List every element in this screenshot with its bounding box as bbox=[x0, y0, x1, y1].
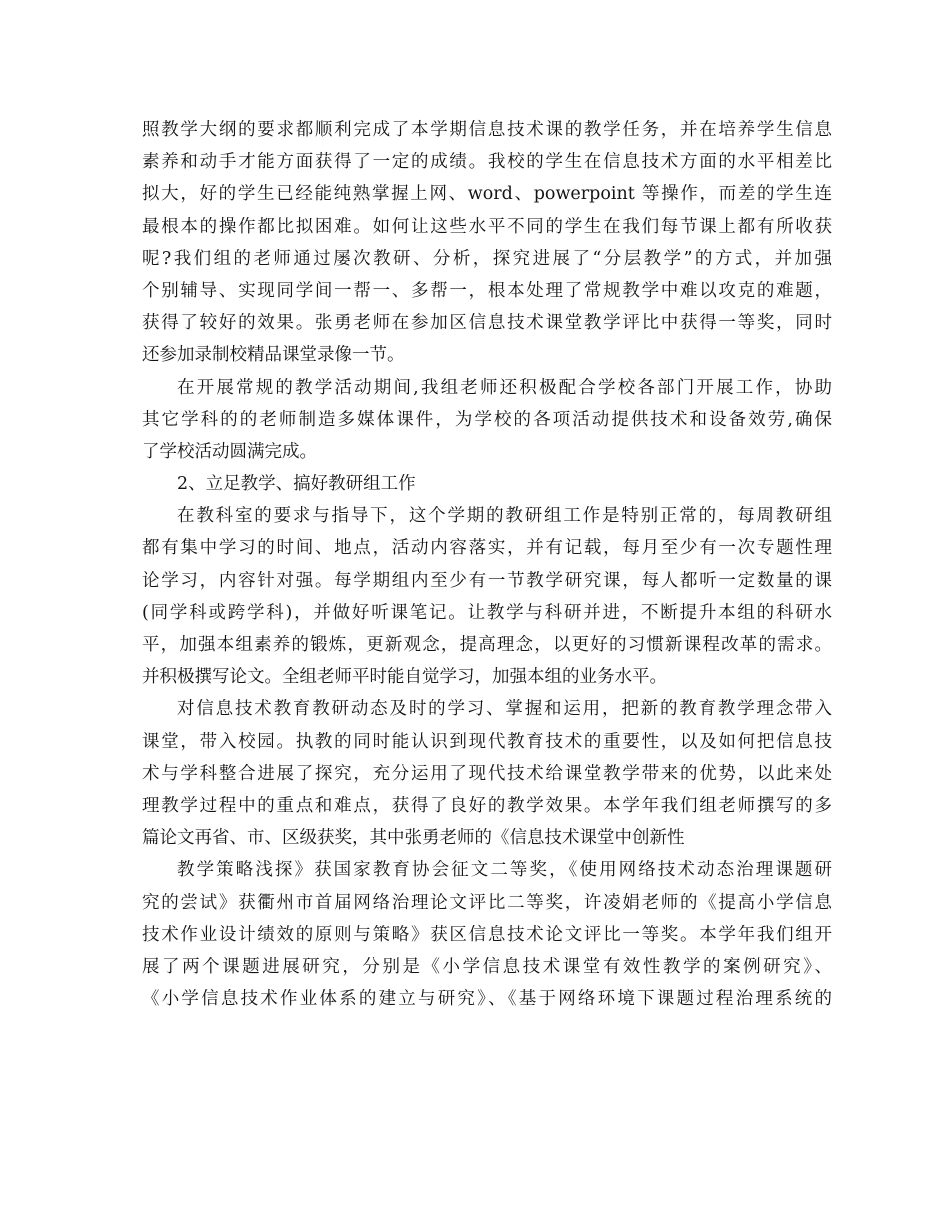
text-line: 对信息技术教育教研动态及时的学习、掌握和运用，把新的教育教学理念带入 bbox=[177, 699, 832, 720]
text-line: 理教学过程中的重点和难点，获得了良好的教学效果。本学年我们组老师撰写的多 bbox=[142, 795, 832, 816]
text-line: 素养和动手才能方面获得了一定的成绩。我校的学生在信息技术方面的水平相差比 bbox=[142, 152, 832, 173]
text-line: 还参加录制校精品课堂录像一节。 bbox=[142, 345, 405, 366]
text-line: 展了两个课题进展研究，分别是《小学信息技术课堂有效性教学的案例研究》、 bbox=[142, 956, 832, 977]
text-line: 教学策略浅探》获国家教育协会征文二等奖，《使用网络技术动态治理课题研 bbox=[177, 860, 832, 881]
text-line: 并积极撰写论文。全组老师平时能自觉学习，加强本组的业务水平。 bbox=[142, 667, 667, 688]
text-line: 平，加强本组素养的锻炼，更新观念，提高理念，以更好的习惯新课程改革的需求。 bbox=[142, 635, 832, 655]
text-line: 拟大，好的学生已经能纯熟掌握上网、word、powerpoint 等操作，而差的学生连 bbox=[142, 184, 832, 205]
text-line: 篇论文再省、市、区级获奖，其中张勇老师的《信息技术课堂中创新性 bbox=[142, 828, 685, 849]
document-page bbox=[142, 114, 832, 1015]
text-line: 在教科室的要求与指导下，这个学期的教研组工作是特别正常的，每周教研组 bbox=[177, 506, 832, 527]
text-line: 究的尝试》获衢州市首届网络治理论文评比二等奖，许凌娟老师的《提高小学信息 bbox=[142, 892, 832, 913]
text-line: 《小学信息技术作业体系的建立与研究》、《基于网络环境下课题过程治理系统的 bbox=[142, 989, 832, 1010]
text-line: 术与学科整合进展了探究，充分运用了现代技术给课堂教学带来的优势，以此来处 bbox=[142, 763, 832, 784]
text-line: 个别辅导、实现同学间一帮一、多帮一，根本处理了常规教学中难以攻克的难题， bbox=[142, 280, 832, 301]
text-line: 获得了较好的效果。张勇老师在参加区信息技术课堂教学评比中获得一等奖，同时 bbox=[142, 313, 832, 334]
text-line: 最根本的操作都比拟困难。如何让这些水平不同的学生在我们每节课上都有所收获 bbox=[142, 216, 832, 237]
text-line: 照教学大纲的要求都顺利完成了本学期信息技术课的教学任务，并在培养学生信息 bbox=[142, 120, 832, 140]
text-line: 在开展常规的教学活动期间,我组老师还积极配合学校各部门开展工作，协助 bbox=[177, 377, 832, 398]
text-line: 技术作业设计绩效的原则与策略》获区信息技术论文评比一等奖。本学年我们组开 bbox=[142, 924, 832, 945]
text-line: 都有集中学习的时间、地点，活动内容落实，并有记载，每月至少有一次专题性理 bbox=[142, 538, 832, 559]
text-line: 了学校活动圆满完成。 bbox=[142, 441, 317, 462]
text-line: (同学科或跨学科)，并做好听课笔记。让教学与科研并进，不断提升本组的科研水 bbox=[142, 602, 832, 623]
text-line: 其它学科的的老师制造多媒体课件，为学校的各项活动提供技术和设备效劳,确保 bbox=[142, 409, 832, 430]
text-line: 论学习，内容针对强。每学期组内至少有一节教学研究课，每人都听一定数量的课 bbox=[142, 570, 832, 591]
section-heading: 2、立足教学、搞好教研组工作 bbox=[177, 474, 416, 495]
text-line: 课堂，带入校园。执教的同时能认识到现代教育技术的重要性，以及如何把信息技 bbox=[142, 731, 832, 752]
text-line: 呢?我们组的老师通过屡次教研、分析，探究进展了“分层教学”的方式，并加强 bbox=[142, 248, 832, 269]
